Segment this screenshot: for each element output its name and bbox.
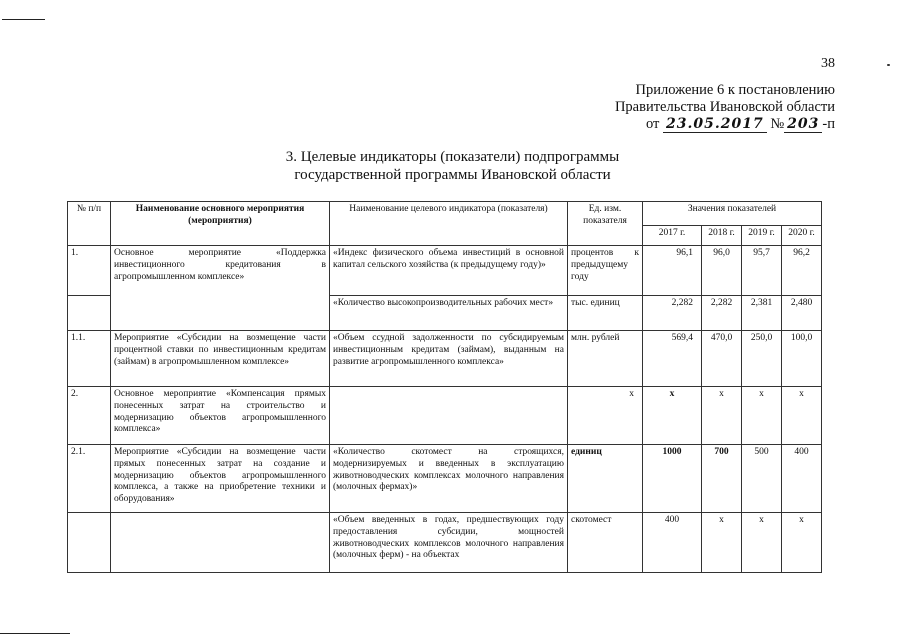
row-unit: процентов к предыдущему году bbox=[568, 246, 643, 296]
row-event: Мероприятие «Субсидии на возмещение части процентной ставки по инвестиционным кредитам (займам) в агропромышленном комплексе» bbox=[111, 331, 330, 387]
table-row bbox=[68, 246, 822, 296]
row-value: 1000 bbox=[643, 445, 702, 513]
row-num: 1. bbox=[68, 246, 111, 296]
title-line2: государственной программы Ивановской области bbox=[294, 167, 611, 183]
table-row bbox=[68, 331, 822, 387]
top-left-line bbox=[2, 19, 45, 20]
annex-no-sign: № bbox=[770, 116, 785, 132]
row-value: х bbox=[742, 387, 782, 445]
header-event: Наименование основного мероприятия (мероприятия) bbox=[111, 202, 330, 246]
row-indicator bbox=[330, 387, 568, 445]
header-year: 2019 г. bbox=[742, 226, 782, 246]
page-number: 38 bbox=[821, 56, 835, 71]
row-value: 400 bbox=[782, 445, 822, 513]
header-row bbox=[68, 202, 822, 226]
row-value: х bbox=[702, 387, 742, 445]
row-event: Основное мероприятие «Компенсация прямых понесенных затрат на строительство и модернизацию объектов агропромышленного комплекса» bbox=[111, 387, 330, 445]
row-value: 2,480 bbox=[782, 296, 822, 331]
annex-line2: Правительства Ивановской области bbox=[614, 99, 835, 115]
row-value: 250,0 bbox=[742, 331, 782, 387]
row-value: 100,0 bbox=[782, 331, 822, 387]
row-indicator: «Количество высокопроизводительных рабочих мест» bbox=[330, 296, 568, 331]
row-value: х bbox=[782, 387, 822, 445]
annex-line1: Приложение 6 к постановлению bbox=[635, 82, 835, 98]
header-unit: Ед. изм. показателя bbox=[568, 202, 643, 246]
annex-date: 23.05.2017 bbox=[663, 116, 767, 133]
row-value: х bbox=[782, 513, 822, 573]
row-indicator: «Объем ссудной задолженности по субсидируемым инвестиционным кредитам (займам), выданным на развитие агропромышленного комплекса» bbox=[330, 331, 568, 387]
row-num bbox=[68, 513, 111, 573]
header-year: 2018 г. bbox=[702, 226, 742, 246]
row-unit: тыс. единиц bbox=[568, 296, 643, 331]
table-row bbox=[68, 387, 822, 445]
row-indicator: «Индекс физического объема инвестиций в основной капитал сельского хозяйства (к предыдущему году)» bbox=[330, 246, 568, 296]
row-num: 2. bbox=[68, 387, 111, 445]
annex-from: от bbox=[645, 116, 660, 132]
annex-number: 203 bbox=[784, 116, 822, 133]
table-row bbox=[68, 513, 822, 573]
bottom-left-line bbox=[0, 633, 70, 634]
header-values: Значения показателей bbox=[643, 202, 822, 226]
row-event: Основное мероприятие «Поддержка инвестиционного кредитования в агропромышленном комплексе» bbox=[111, 246, 330, 331]
title-line1: 3. Целевые индикаторы (показатели) подпрограммы bbox=[285, 149, 620, 165]
row-event bbox=[111, 513, 330, 573]
row-value: 2,282 bbox=[643, 296, 702, 331]
row-value: 500 bbox=[742, 445, 782, 513]
header-num: № п/п bbox=[68, 202, 111, 246]
row-value: 2,282 bbox=[702, 296, 742, 331]
row-value: 569,4 bbox=[643, 331, 702, 387]
row-value: 96,1 bbox=[643, 246, 702, 296]
annex-block bbox=[615, 82, 835, 133]
row-num: 1.1. bbox=[68, 331, 111, 387]
row-unit: скотомест bbox=[568, 513, 643, 573]
row-num bbox=[68, 296, 111, 331]
indicators-table bbox=[67, 201, 822, 573]
header-year: 2020 г. bbox=[782, 226, 822, 246]
row-value: х bbox=[643, 387, 702, 445]
header-indicator: Наименование целевого индикатора (показателя) bbox=[330, 202, 568, 246]
row-value: х bbox=[742, 513, 782, 573]
row-value: 96,2 bbox=[782, 246, 822, 296]
header-year: 2017 г. bbox=[643, 226, 702, 246]
row-unit: млн. рублей bbox=[568, 331, 643, 387]
row-value: 700 bbox=[702, 445, 742, 513]
row-value: х bbox=[702, 513, 742, 573]
row-value: 400 bbox=[643, 513, 702, 573]
row-indicator: «Объем введенных в годах, предшествующих году предоставления субсидии, мощностей животноводческих комплексов молочного направления (молочных ферм) - на объектах bbox=[330, 513, 568, 573]
annex-suffix: -п bbox=[822, 116, 835, 132]
row-unit: единиц bbox=[568, 445, 643, 513]
row-indicator: «Количество скотомест на строящихся, модернизируемых и введенных в эксплуатацию животноводческих комплексах молочного направления (молочных фермах)» bbox=[330, 445, 568, 513]
scan-speck bbox=[887, 64, 890, 66]
row-value: 96,0 bbox=[702, 246, 742, 296]
row-value: 470,0 bbox=[702, 331, 742, 387]
row-value: 2,381 bbox=[742, 296, 782, 331]
annex-line3 bbox=[615, 116, 835, 133]
document-title bbox=[0, 148, 905, 184]
row-num: 2.1. bbox=[68, 445, 111, 513]
row-event: Мероприятие «Субсидии на возмещение части прямых понесенных затрат на создание и модернизацию объектов агропромышленного комплекса, а также на приобретение техники и оборудования» bbox=[111, 445, 330, 513]
table-row bbox=[68, 445, 822, 513]
row-value: 95,7 bbox=[742, 246, 782, 296]
row-unit: х bbox=[568, 387, 643, 445]
